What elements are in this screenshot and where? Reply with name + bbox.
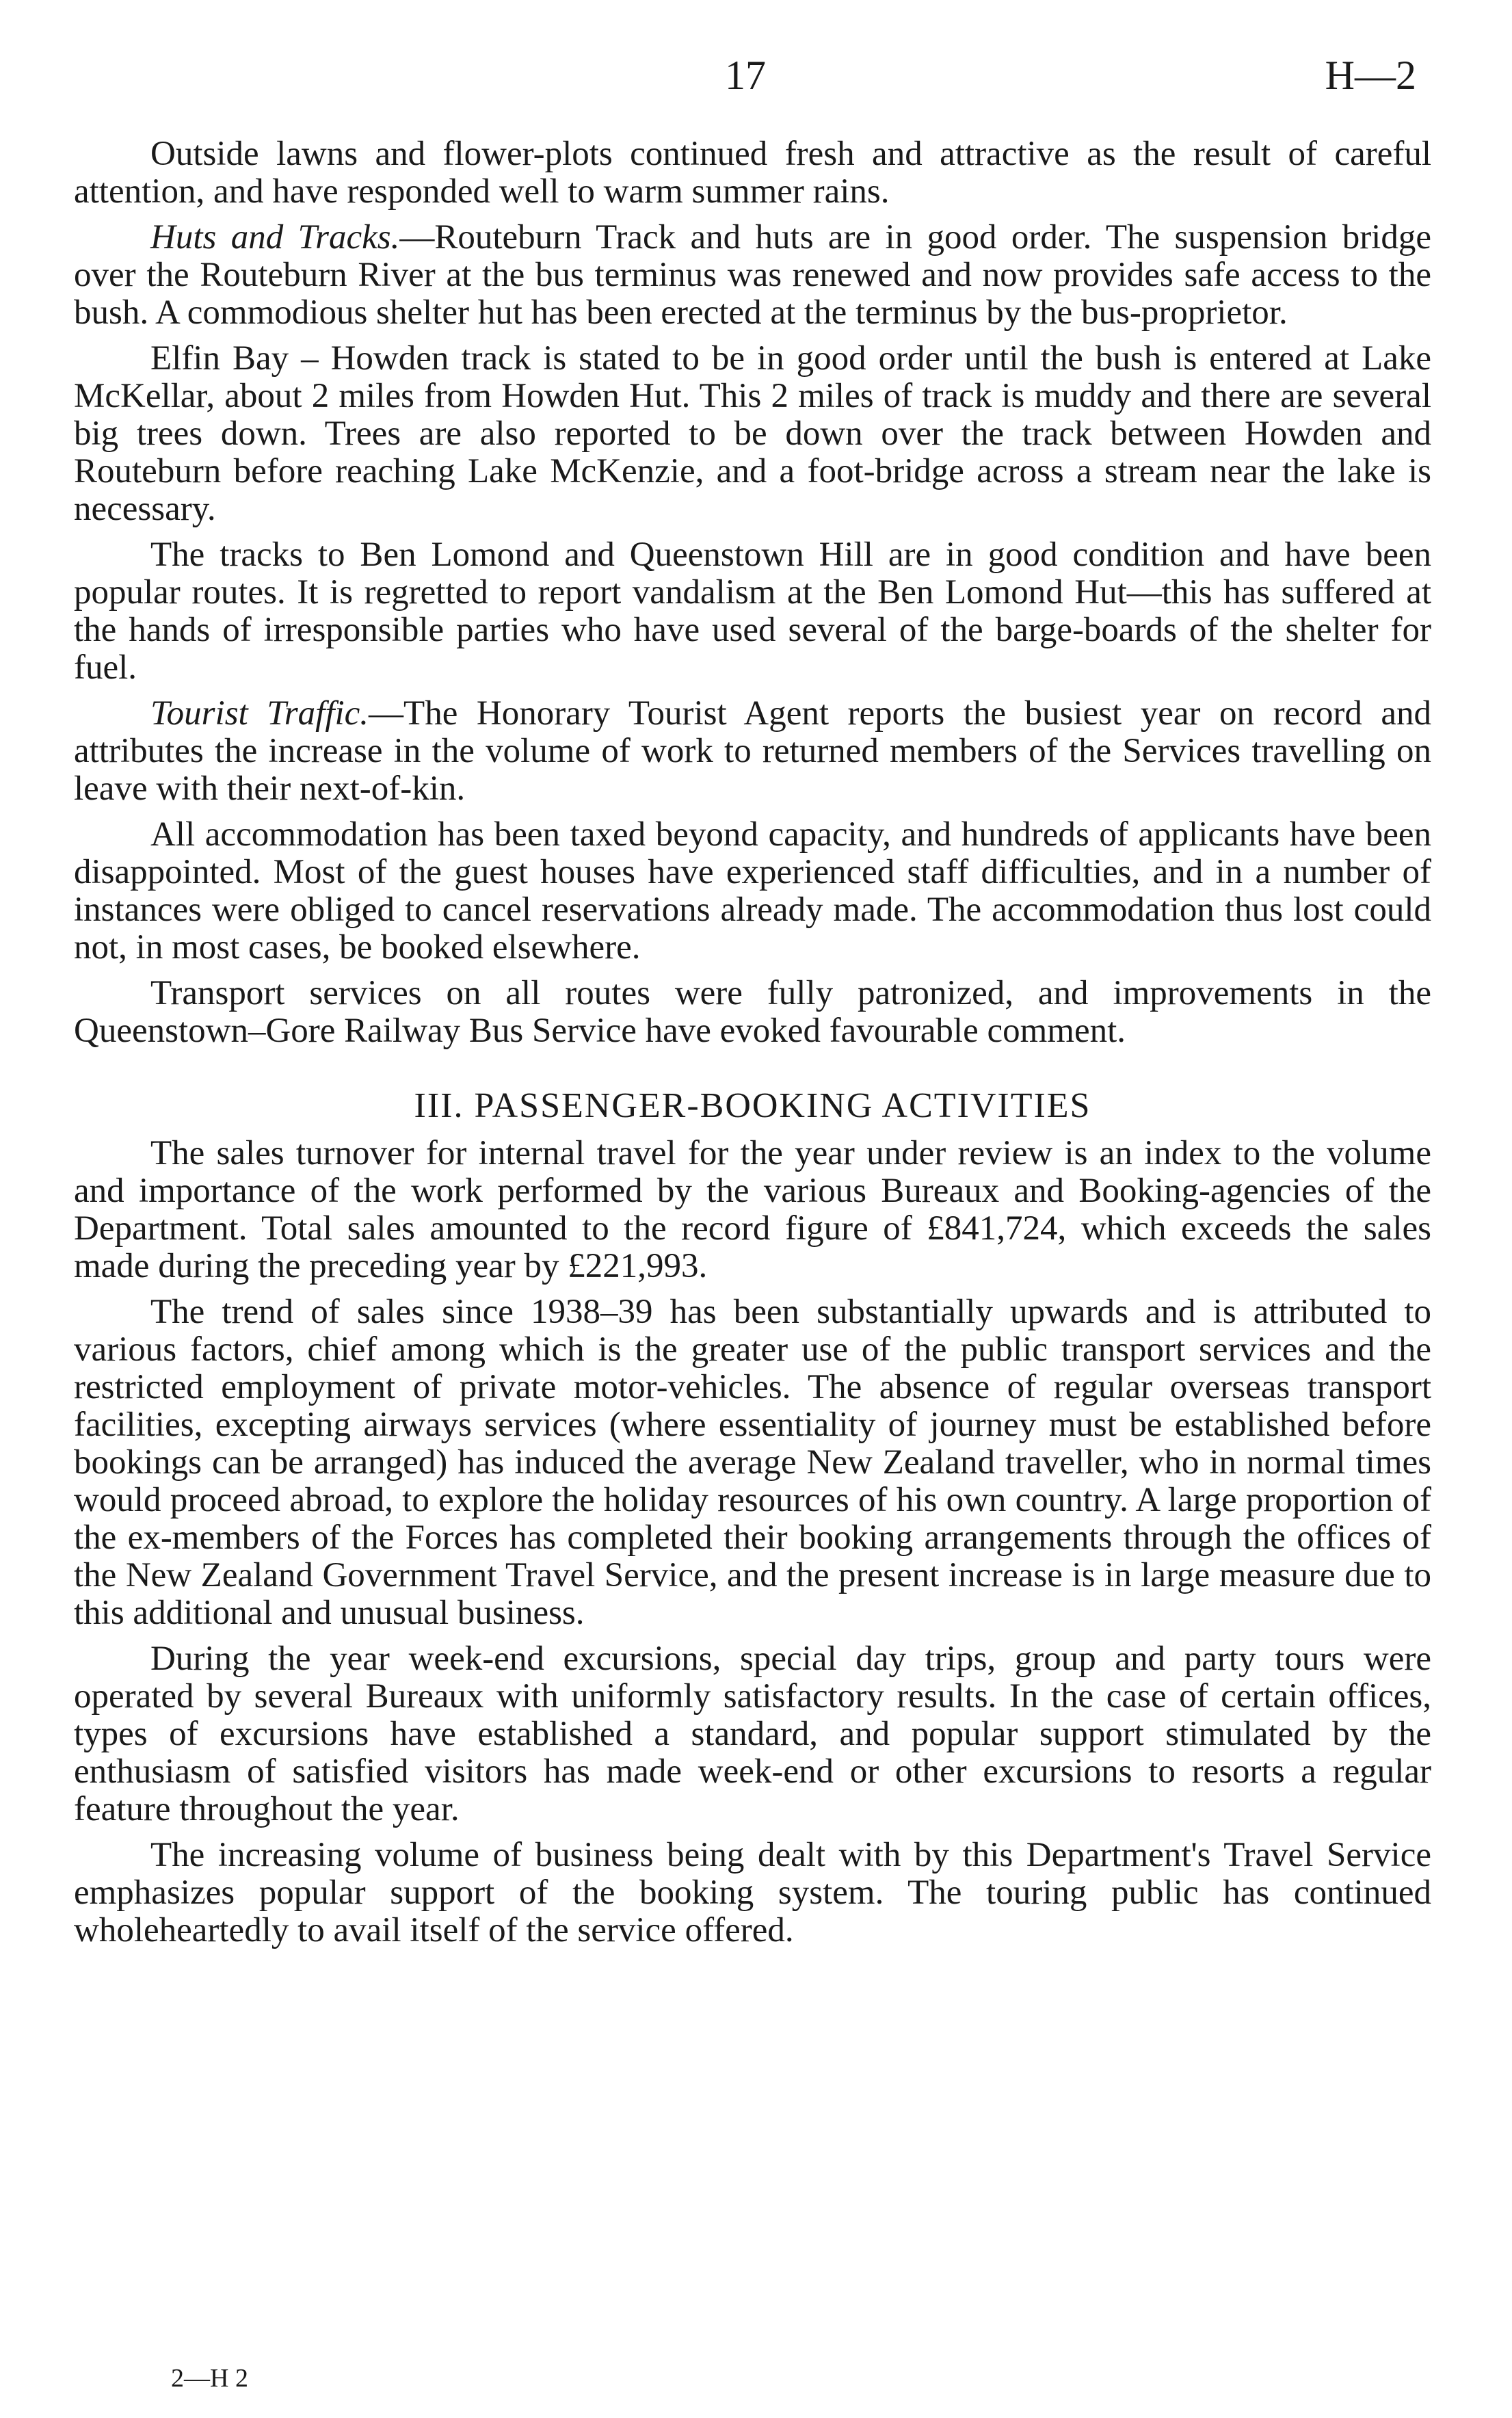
report-code: H—2 — [1325, 53, 1416, 98]
paragraph-text: The increasing volume of business being dealt with by this Department's Travel Service emphasizes popular support of the booking system. The touring public has continued wholeheartedly to avail itself of the service offered. — [74, 1836, 1431, 1949]
page-number: 17 — [725, 53, 766, 98]
paragraph — [74, 219, 1431, 332]
paragraph — [74, 1135, 1431, 1285]
paragraph — [74, 135, 1431, 211]
paragraph — [74, 1293, 1431, 1632]
printer-signature-mark: 2—H 2 — [171, 2364, 248, 2393]
section-heading: III. PASSENGER-BOOKING ACTIVITIES — [414, 1086, 1091, 1125]
paragraph — [74, 1837, 1431, 1949]
paragraph-text: The trend of sales since 1938–39 has been substantially upwards and is attributed to various factors, chief among which is the greater use of the public transport services and the restricted employment of private motor-vehicles. The absence of regular overseas transport facilities, excepting airways services (where essentiality of journey must be established before bookings can be arranged) has induced the average New Zealand traveller, who in normal times would proceed abroad, to explore the holiday resources of his own country. A large proportion of the ex-members of the Forces has completed their booking arrangements through the offices of the New Zealand Government Travel Service, and the present increase is in large measure due to this additional and unusual business. — [74, 1293, 1431, 1632]
body-text — [74, 135, 1431, 1958]
paragraph-text: Elfin Bay – Howden track is stated to be in good order until the bush is entered at Lake McKellar, about 2 miles from Howden Hut. This 2 miles of track is muddy and there are several big trees down. Trees are also reported to be down over the track between Howden and Routeburn before reaching Lake McKenzie, and a foot-bridge across a stream near the lake is necessary. — [74, 339, 1431, 528]
paragraph — [74, 536, 1431, 687]
paragraph-text: —Routeburn Track and huts are in good order. The suspension bridge over the Routeburn River at the bus terminus was renewed and now provides safe access to the bush. A commodious shelter hut has been erected at the terminus by the bus-proprietor. — [74, 218, 1431, 332]
paragraph-text: Outside lawns and flower-plots continued fresh and attractive as the result of careful attention, and have responded well to warm summer rains. — [74, 135, 1431, 211]
paragraph — [74, 975, 1431, 1050]
paragraph-text: —The Honorary Tourist Agent reports the busiest year on record and attributes the increase in the volume of work to returned members of the Services travelling on leave with their next-of-kin. — [74, 694, 1431, 808]
paragraph — [74, 816, 1431, 967]
paragraph-lead-heading: Huts and Tracks. — [150, 218, 400, 257]
paragraph-text: The sales turnover for internal travel for the year under review is an index to the volume and importance of the work performed by the various Bureaux and Booking-agencies of the Department. Total sales amounted to the record figure of £841,724, which exceeds the sales made during the preceding year by £221,993. — [74, 1134, 1431, 1285]
paragraph-lead-heading: Tourist Traffic. — [150, 694, 369, 733]
paragraph — [74, 340, 1431, 528]
paragraph-text: Transport services on all routes were fully patronized, and improvements in the Queenstown–Gore Railway Bus Service have evoked favourable comment. — [74, 974, 1431, 1050]
paragraph — [74, 1640, 1431, 1828]
paragraph-text: During the year week-end excursions, special day trips, group and party tours were operated by several Bureaux with uniformly satisfactory results. In the case of certain offices, types of excursions have established a standard, and popular support stimulated by the enthusiasm of satisfied visitors has made week-end or other excursions to resorts a regular feature throughout the year. — [74, 1640, 1431, 1828]
paragraph-text: All accommodation has been taxed beyond capacity, and hundreds of applicants have been disappointed. Most of the guest houses have experienced staff difficulties, and in a number of instances were obliged to cancel reservations already made. The accommodation thus lost could not, in most cases, be booked elsewhere. — [74, 815, 1431, 967]
paragraph — [74, 695, 1431, 808]
paragraph-text: The tracks to Ben Lomond and Queenstown Hill are in good condition and have been popular routes. It is regretted to report vandalism at the Ben Lomond Hut—this has suffered at the hands of irresponsible parties who have used several of the barge-boards of the shelter for fuel. — [74, 536, 1431, 687]
